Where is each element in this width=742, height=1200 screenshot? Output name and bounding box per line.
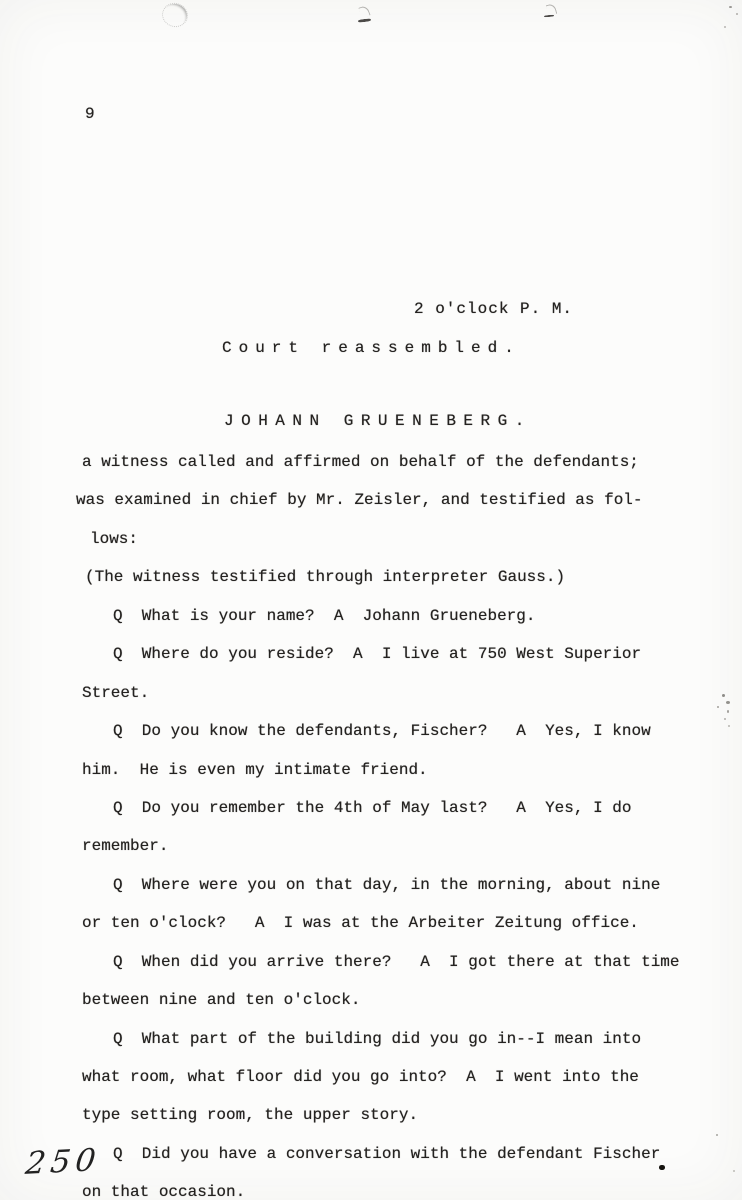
handwritten-folio-number: 250: [23, 1142, 103, 1182]
transcript-line: (The witness testified through interpreter Gauss.): [85, 568, 566, 587]
paper-speck-icon: [724, 26, 726, 28]
transcript-line: remember.: [82, 837, 169, 856]
transcript-lines: [76, 450, 702, 1200]
transcript-line: Q Do you remember the 4th of May last? A Yes, I do: [113, 798, 632, 817]
page-number: 9: [85, 105, 95, 123]
session-time: 2 o'clock P. M.: [414, 300, 574, 318]
transcript-line: Q What is your name? A Johann Grueneberg.: [113, 606, 536, 625]
transcript-line: on that occasion.: [82, 1183, 246, 1200]
transcript-line: what room, what floor did you go into? A I went into the: [82, 1068, 639, 1086]
transcript-line: between nine and ten o'clock.: [82, 991, 361, 1010]
transcript-line: Street.: [82, 683, 150, 702]
paper-speck-icon: [736, 13, 738, 15]
transcript-line: or ten o'clock? A I was at the Arbeiter Zeitung office.: [82, 914, 639, 933]
transcript-line: Q Where were you on that day, in the morning, about nine: [113, 875, 661, 894]
transcript-line: him. He is even my intimate friend.: [82, 760, 428, 779]
transcript-line: was examined in chief by Mr. Zeisler, and testified as fol-: [76, 491, 643, 510]
transcript-line: Q Where do you reside? A I live at 750 West Superior: [113, 645, 642, 664]
paper-speck-icon: [733, 1170, 735, 1172]
court-status-line: Court reassembled.: [222, 339, 521, 357]
witness-name-heading: JOHANN GRUENEBERG.: [224, 412, 532, 430]
transcript-line: Q What part of the building did you go in--I mean into: [113, 1029, 642, 1048]
transcript-line: type setting room, the upper story.: [82, 1106, 419, 1125]
pen-dash-mark-icon: [358, 18, 371, 23]
transcript-line: lows:: [90, 529, 139, 548]
paper-speck-icon: [729, 6, 732, 8]
transcript-line: Q When did you arrive there? A I got there at that time: [113, 952, 680, 971]
pen-dash-mark-icon: [544, 15, 554, 18]
paper-speckle-cluster-icon: [714, 692, 736, 732]
pen-curl-mark-icon: [358, 5, 370, 18]
paper-speck-icon: [716, 1134, 718, 1136]
transcript-line: a witness called and affirmed on behalf of the defendants;: [82, 453, 639, 471]
transcript-line: Q Did you have a conversation with the defendant Fischer: [113, 1144, 661, 1163]
transcript-line: Q Do you know the defendants, Fischer? A Yes, I know: [113, 722, 651, 741]
ink-smudge-icon: [159, 0, 190, 30]
